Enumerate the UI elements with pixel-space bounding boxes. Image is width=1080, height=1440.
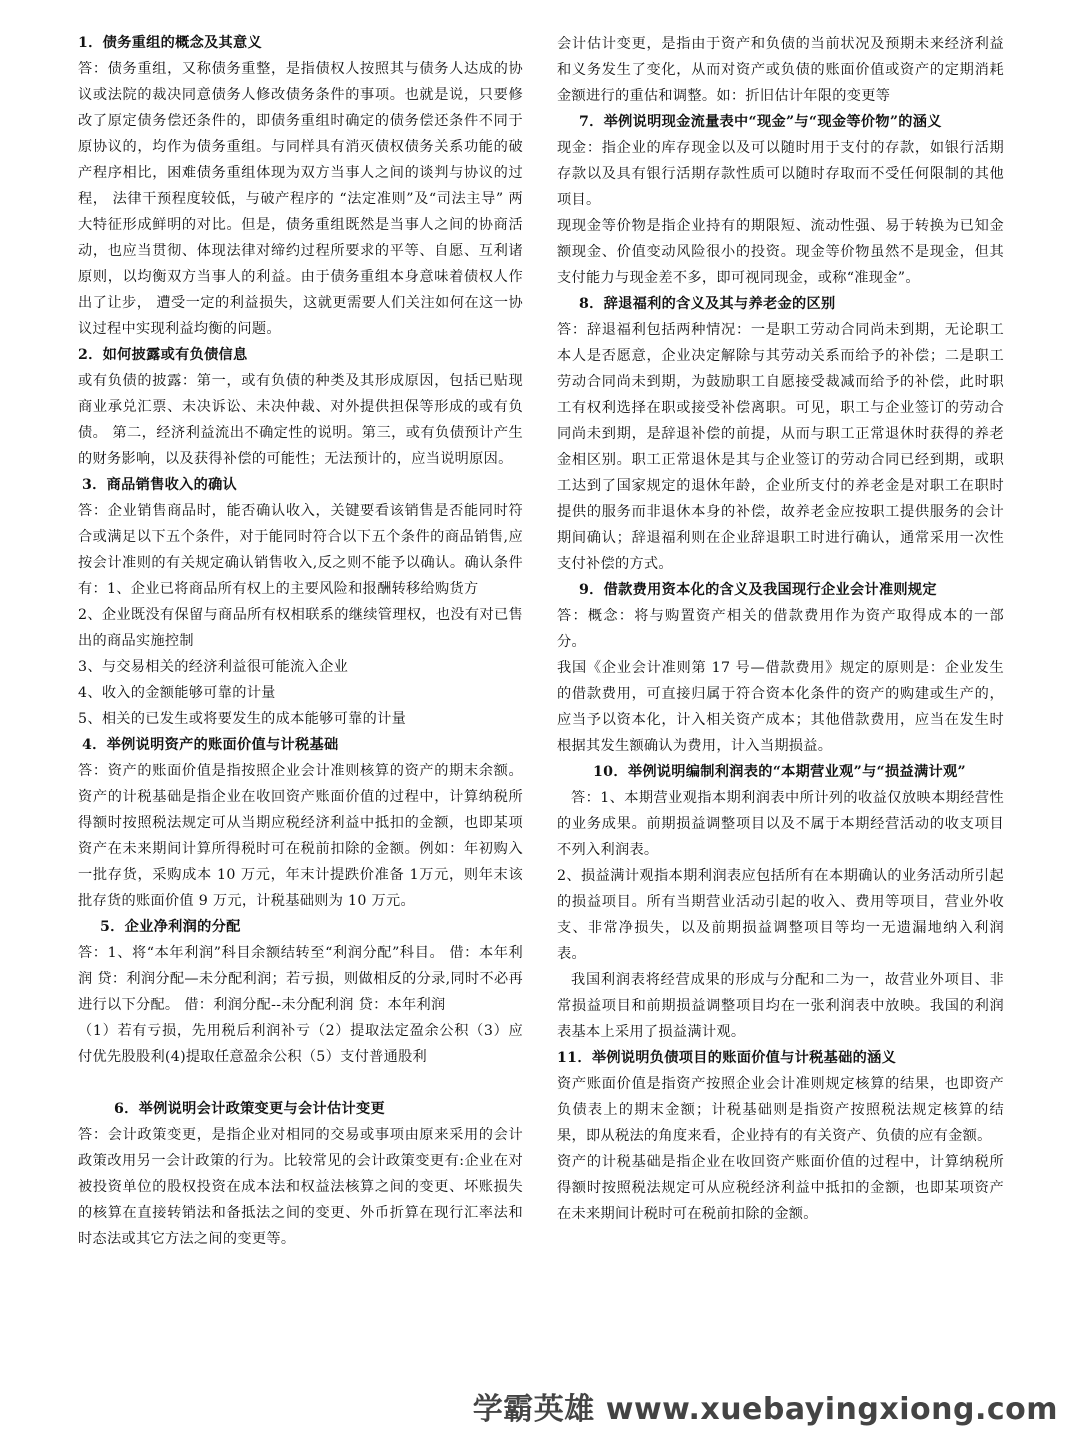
section-heading: 4．举例说明资产的账面价值与计税基础: [82, 737, 339, 753]
section-heading: 2．如何披露或有负债信息: [78, 347, 248, 363]
section-heading: 7．举例说明现金流量表中“现金”与“现金等价物”的涵义: [579, 114, 942, 130]
paragraph: 3、与交易相关的经济利益很可能流入企业: [78, 659, 349, 675]
paragraph: 答：1、将“本年利润”科目余额结转至“利润分配”科目。 借：本年利润 贷：利润分配—未分配利润；若亏损，则做相反的分录,同时不必再进行以下分配。 借：利润分配--未分配利润 贷：本年利润: [78, 945, 523, 1013]
paragraph: 2、企业既没有保留与商品所有权相联系的继续管理权，也没有对已售出的商品实施控制: [78, 607, 523, 649]
paragraph: 会计估计变更，是指由于资产和负债的当前状况及预期未来经济利益和义务发生了变化，从而对资产或负债的账面价值或资产的定期消耗金额进行的重估和调整。如：折旧估计年限的变更等: [557, 36, 1004, 104]
paragraph: 我国《企业会计准则第 17 号—借款费用》规定的原则是：企业发生的借款费用，可直接归属于符合资本化条件的资产的购建或生产的，应当予以资本化，计入相关资产成本；其他借款费用，应当在发生时根据其发生额确认为费用，计入当期损益。: [557, 660, 1004, 754]
section-heading: 3．商品销售收入的确认: [82, 477, 238, 493]
paragraph: 现金：指企业的库存现金以及可以随时用于支付的存款，如银行活期存款以及具有银行活期存款性质可以随时存取而不受任何限制的其他项目。: [557, 140, 1004, 208]
blank-line: [78, 1070, 523, 1096]
paragraph: （1）若有亏损，先用税后利润补亏（2）提取法定盈余公积（3）应付优先股股利(4)提取任意盈余公积（5）支付普通股利: [78, 1023, 523, 1065]
paragraph: 2、损益满计观指本期利润表应包括所有在本期确认的业务活动所引起的损益项目。所有当期营业活动引起的收入、费用等项目，营业外收支、非常净损失，以及前期损益调整项目等均一无遗漏地纳入利润表。: [557, 868, 1004, 962]
section-heading: 11．举例说明负债项目的账面价值与计税基础的涵义: [557, 1050, 897, 1066]
section-heading: 10．举例说明编制利润表的“本期营业观”与“损益满计观”: [593, 764, 966, 780]
paragraph: 资产的计税基础是指企业在收回资产账面价值的过程中，计算纳税所得额时按照税法规定可从应税经济利益中抵扣的金额，也即某项资产在未来期间计税时可在税前扣除的金额。: [557, 1154, 1004, 1222]
paragraph: 4、收入的金额能够可靠的计量: [78, 685, 276, 701]
section-heading: 6．举例说明会计政策变更与会计估计变更: [114, 1101, 385, 1117]
section-heading: 8．辞退福利的含义及其与养老金的区别: [579, 296, 836, 312]
paragraph: 答：债务重组，又称债务重整，是指债权人按照其与债务人达成的协议或法院的裁决同意债务人修改债务条件的事项。也就是说，只要修改了原定债务偿还条件的，即债务重组时确定的债务偿还条件不同于原协议的，均作为债务重组。与同样具有消灭债权债务关系功能的破产程序相比，困难债务重组体现为双方当事人之间的谈判与协议的过程， 法律干预程度较低，与破产程序的 “法定准则”及“司法主导” 两大特征形成鲜明的对比。但是，债务重组既然是当事人之间的协商活动，也应当贯彻、体现法律对缔约过程所要求的平等、自愿、互利诸原则，以均衡双方当事人的利益。由于债务重组本身意味着债权人作出了让步， 遭受一定的利益损失，这就更需要人们关注如何在这一协议过程中实现利益均衡的问题。: [78, 61, 523, 337]
right-column: [557, 31, 1004, 1227]
footer-watermark: 学霸英雄 www.xuebayingxiong.com: [472, 1392, 1058, 1427]
paragraph: 现现金等价物是指企业持有的期限短、流动性强、易于转换为已知金额现金、价值变动风险很小的投资。现金等价物虽然不是现金，但其支付能力与现金差不多，即可视同现金，或称“准现金”。: [557, 218, 1004, 286]
paragraph: 答：概念：将与购置资产相关的借款费用作为资产取得成本的一部分。: [557, 608, 1004, 650]
paragraph: 或有负债的披露：第一，或有负债的种类及其形成原因，包括已贴现商业承兑汇票、未决诉讼、未决仲裁、对外提供担保等形成的或有负债。 第二，经济利益流出不确定性的说明。第三，或有负债预计产生的财务影响，以及获得补偿的可能性；无法预计的，应当说明原因。: [78, 373, 523, 467]
paragraph: 5、相关的已发生或将要发生的成本能够可靠的计量: [78, 711, 407, 727]
section-heading: 5．企业净利润的分配: [100, 919, 241, 935]
paragraph: 答：会计政策变更，是指企业对相同的交易或事项由原来采用的会计政策改用另一会计政策的行为。比较常见的会计政策变更有:企业在对被投资单位的股权投资在成本法和权益法核算之间的变更、坏账损失的核算在直接转销法和备抵法之间的变更、外币折算在现行汇率法和时态法或其它方法之间的变更等。: [78, 1127, 523, 1247]
section-heading: 1．债务重组的概念及其意义: [78, 35, 263, 51]
paragraph: 我国利润表将经营成果的形成与分配和二为一，故营业外项目、非常损益项目和前期损益调整项目均在一张利润表中放映。我国的利润表基本上采用了损益满计观。: [557, 972, 1004, 1040]
left-column: [78, 30, 523, 1252]
paragraph: 答：资产的账面价值是指按照企业会计准则核算的资产的期末余额。资产的计税基础是指企业在收回资产账面价值的过程中，计算纳税所得额时按照税法规定可从当期应税经济利益中抵扣的金额，也即某项资产在未来期间计算所得税时可在税前扣除的金额。例如：年初购入一批存货，采购成本 10 万元，年末计提跌价准备 1万元，则年末该批存货的账面价值 9 万元，计税基础则为 10 万元。: [78, 763, 523, 909]
paragraph: 资产账面价值是指资产按照企业会计准则规定核算的结果，也即资产负债表上的期末金额；计税基础则是指资产按照税法规定核算的结果，即从税法的角度来看，企业持有的有关资产、负债的应有金额。: [557, 1076, 1004, 1144]
paragraph: 答：企业销售商品时，能否确认收入，关键要看该销售是否能同时符合或满足以下五个条件，对于能同时符合以下五个条件的商品销售,应按会计准则的有关规定确认销售收入,反之则不能予以确认。确认条件有：1、企业已将商品所有权上的主要风险和报酬转移给购货方: [78, 503, 523, 597]
section-heading: 9．借款费用资本化的含义及我国现行企业会计准则规定: [579, 582, 937, 598]
paragraph: 答：1、本期营业观指本期利润表中所计列的收益仅放映本期经营性的业务成果。前期损益调整项目以及不属于本期经营活动的收支项目不列入利润表。: [557, 790, 1004, 858]
paragraph: 答：辞退福利包括两种情况：一是职工劳动合同尚未到期，无论职工本人是否愿意，企业决定解除与其劳动关系而给予的补偿；二是职工劳动合同尚未到期，为鼓励职工自愿接受裁减而给予的补偿，此时职工有权利选择在职或接受补偿离职。可见，职工与企业签订的劳动合同尚未到期，是辞退补偿的前提，从而与职工正常退休时获得的养老金相区别。职工正常退休是其与企业签订的劳动合同已经到期，或职工达到了国家规定的退休年龄，企业所支付的养老金是对职工在职时提供的服务而非退休本身的补偿，故养老金应按职工提供服务的会计期间确认；辞退福利则在企业辞退职工时进行确认，通常采用一次性支付补偿的方式。: [557, 322, 1004, 572]
